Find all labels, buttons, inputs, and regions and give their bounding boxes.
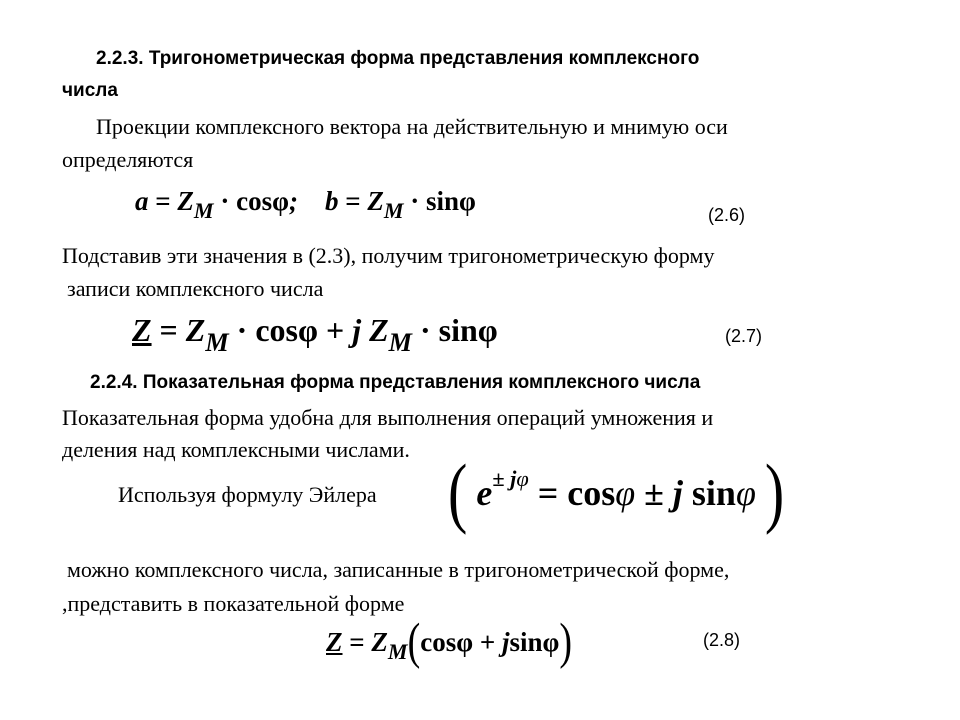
- equation-2-8: $Z = Z_M(\cos\varphi + jsin\varphi)$: [326, 613, 573, 671]
- paragraph-substitute-line1: Подставив эти значения в (2.3), получим тригонометрическую форму: [62, 243, 715, 268]
- equation-label-2-7: (2.7): [725, 326, 763, 346]
- euler-intro-text: Используя формулу Эйлера: [118, 482, 377, 507]
- paragraph-projections-line2: определяются: [62, 147, 194, 172]
- paragraph-trig-to-exp-line2: ,представить в показательной форме: [62, 591, 405, 616]
- equation-2-7: $Z = Z_M \cdot \cos\varphi + j$ $Z_M \cdot \sin\varphi$: [132, 312, 498, 357]
- euler-formula: ( $e^{\pm j\varphi} = \cos\varphi \pm j$ sinφ ): [448, 447, 785, 536]
- paragraph-projections-line1: Проекции комплексного вектора на действительную и мнимую оси: [96, 114, 728, 139]
- equation-2-6: $a = Z_M \cdot \cos\varphi$; $b = Z_M \cdot \sin\varphi$: [135, 186, 476, 224]
- equation-label-2-6: (2.6): [708, 205, 746, 225]
- paragraph-exponential-line2: деления над комплексными числами.: [62, 437, 410, 462]
- paragraph-substitute-line2: записи комплексного числа: [67, 276, 324, 301]
- equation-label-2-8: (2.8): [703, 630, 741, 650]
- section-heading-224: 2.2.4. Показательная форма представления комплексного числа: [90, 372, 701, 393]
- paragraph-trig-to-exp-line1: можно комплексного числа, записанные в тригонометрической форме,: [67, 557, 730, 582]
- section-heading-223-cont: числа: [62, 80, 118, 101]
- section-heading-223: 2.2.3. Тригонометрическая форма представления комплексного: [96, 48, 700, 69]
- paragraph-exponential-line1: Показательная форма удобна для выполнения операций умножения и: [62, 405, 714, 430]
